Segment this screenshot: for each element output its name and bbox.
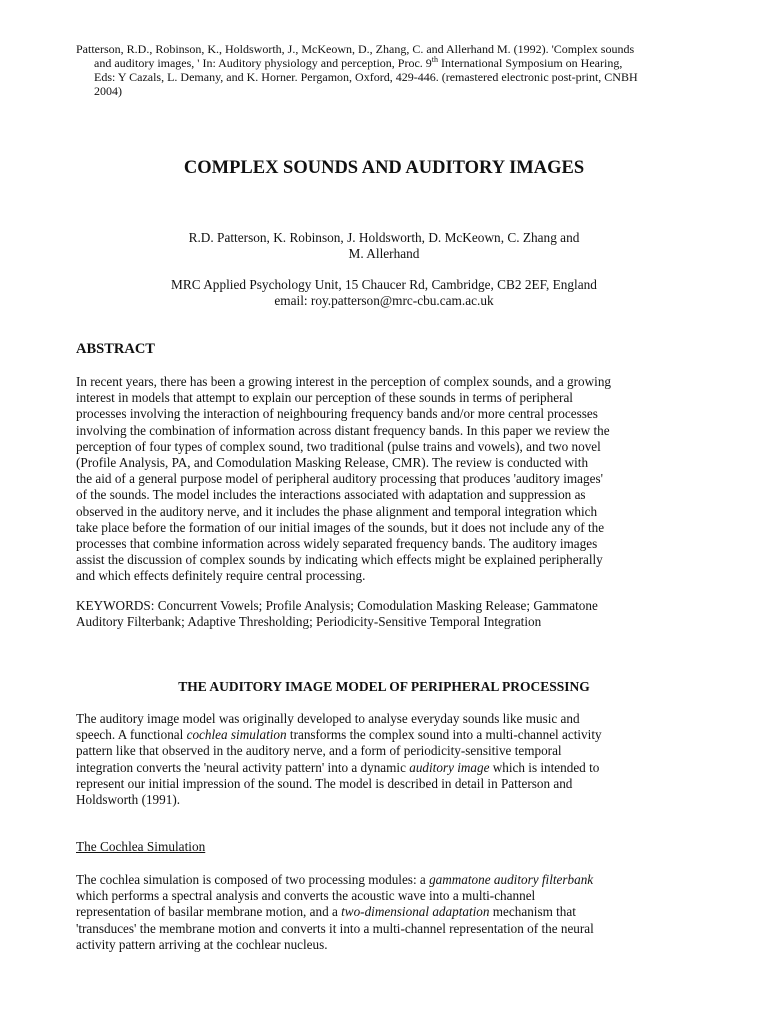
abstract-line: assist the discussion of complex sounds by indicating which effects might be explained peripherally xyxy=(76,552,603,568)
keywords-line: KEYWORDS: Concurrent Vowels; Profile Analysis; Comodulation Masking Release; Gammatone xyxy=(76,598,598,613)
body-line xyxy=(76,727,692,743)
abstract-line: processes involving the interaction of neighbouring frequency bands and/or more central processes xyxy=(76,406,598,422)
emphasis-term: gammatone auditory filterbank xyxy=(429,872,594,887)
author-line: M. Allerhand xyxy=(348,246,420,261)
body-line: pattern like that observed in the auditory nerve, and a form of periodicity-sensitive temporal xyxy=(76,743,562,759)
subsection-heading: The Cochlea Simulation xyxy=(76,839,206,854)
citation-line: Eds: Y Cazals, L. Demany, and K. Horner. Pergamon, Oxford, 429-446. (remastered electronic post-print, CNBH xyxy=(94,70,638,84)
body-line: Holdsworth (1991). xyxy=(76,792,181,808)
abstract-line: involving the combination of information across distant frequency bands. In this paper we review the xyxy=(76,422,610,438)
abstract-heading: ABSTRACT xyxy=(76,341,155,357)
abstract-body xyxy=(76,374,692,585)
body-line: which performs a spectral analysis and converts the acoustic wave into a multi-channel xyxy=(76,888,536,904)
author-line: R.D. Patterson, K. Robinson, J. Holdsworth, D. McKeown, C. Zhang and xyxy=(188,230,580,245)
citation-text: and auditory images, ' In: Auditory physiology and perception, Proc. 9 xyxy=(94,56,432,70)
affiliation xyxy=(100,277,668,309)
body-text: speech. A functional xyxy=(76,727,187,743)
body-text: The cochlea simulation is composed of two processing modules: a xyxy=(76,872,430,887)
body-line: 'transduces' the membrane motion and converts it into a multi-channel representation of the neural xyxy=(76,920,594,936)
superscript: th xyxy=(431,55,439,64)
paper-title: COMPLEX SOUNDS AND AUDITORY IMAGES xyxy=(183,158,585,178)
body-line xyxy=(76,760,692,776)
abstract-line: and which effects definitely require central processing. xyxy=(76,568,366,584)
body-text: which is intended to xyxy=(489,759,600,775)
abstract-line: interest in models that attempt to explain our perception of these sounds in terms of peripheral xyxy=(76,390,573,406)
abstract-line: perception of four types of complex sound, two traditional (pulse trains and vowels), and two novel xyxy=(76,438,601,454)
body-line: activity pattern arriving at the cochlear nucleus. xyxy=(76,936,328,952)
abstract-line: observed in the auditory nerve, and it includes the phase alignment and temporal integration which xyxy=(76,503,598,519)
body-line xyxy=(76,904,692,920)
subsection-body xyxy=(76,872,692,953)
citation-line xyxy=(76,56,688,70)
author-list xyxy=(130,230,638,262)
abstract-line: of the sounds. The model includes the interactions associated with adaptation and suppression as xyxy=(76,487,586,503)
emphasis-term: two-dimensional adaptation xyxy=(341,904,490,920)
body-line xyxy=(76,872,692,888)
body-text: representation of basilar membrane motion, and a xyxy=(76,904,342,920)
citation-block xyxy=(76,42,688,98)
citation-line: Patterson, R.D., Robinson, K., Holdsworth, J., McKeown, D., Zhang, C. and Allerhand M. (1992). 'Complex sounds xyxy=(76,42,635,56)
emphasis-term: auditory image xyxy=(409,759,490,775)
abstract-line: In recent years, there has been a growing interest in the perception of complex sounds, and a growing xyxy=(76,374,612,389)
body-text: transforms the complex sound into a multi-channel activity xyxy=(286,727,602,743)
citation-text: International Symposium on Hearing, xyxy=(438,56,623,70)
body-line: The auditory image model was originally developed to analyse everyday sounds like music and xyxy=(76,711,580,726)
emphasis-term: cochlea simulation xyxy=(186,727,287,743)
abstract-line: processes that combine information across widely separated frequency bands. The auditory images xyxy=(76,536,598,552)
body-line: represent our initial impression of the sound. The model is described in detail in Patterson and xyxy=(76,775,573,791)
keywords xyxy=(76,598,692,630)
email-line: email: roy.patterson@mrc-cbu.cam.ac.uk xyxy=(274,293,494,308)
keywords-line: Auditory Filterbank; Adaptive Thresholding; Periodicity-Sensitive Temporal Integration xyxy=(76,614,542,630)
affiliation-line: MRC Applied Psychology Unit, 15 Chaucer Rd, Cambridge, CB2 2EF, England xyxy=(171,277,597,292)
section-body xyxy=(76,711,692,808)
abstract-line: take place before the formation of our initial images of the sounds, but it does not include any of the xyxy=(76,519,605,535)
section-heading: THE AUDITORY IMAGE MODEL OF PERIPHERAL PROCESSING xyxy=(178,679,590,694)
abstract-line: (Profile Analysis, PA, and Comodulation Masking Release, CMR). The review is conducted with xyxy=(76,455,589,471)
body-text: mechanism that xyxy=(489,904,576,920)
citation-line: 2004) xyxy=(94,84,122,98)
abstract-line: the aid of a general purpose model of peripheral auditory processing that produces 'auditory images' xyxy=(76,471,603,487)
body-text: integration converts the 'neural activity pattern' into a dynamic xyxy=(76,759,410,775)
